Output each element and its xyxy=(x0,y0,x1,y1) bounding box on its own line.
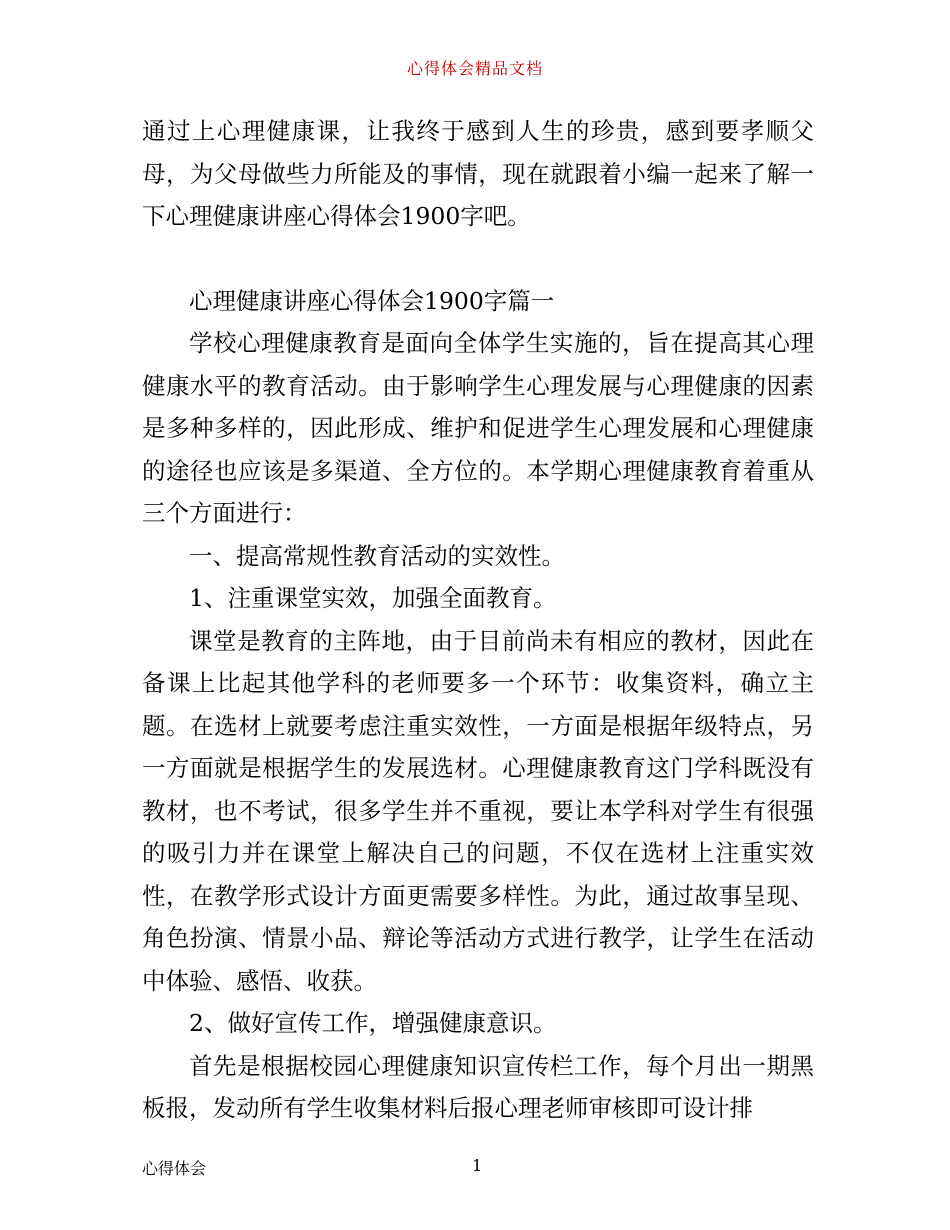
body-paragraph: 学校心理健康教育是面向全体学生实施的，旨在提高其心理健康水平的教育活动。由于影响学生心理发展与心理健康的因素是多种多样的，因此形成、维护和促进学生心理发展和心理健康的途径也应该是多渠道、全方位的。本学期心理健康教育着重从三个方面进行： xyxy=(142,329,814,527)
page-header-title: 心得体会精品文档 xyxy=(406,59,543,78)
document-body xyxy=(142,110,814,1130)
body-paragraph: 首先是根据校园心理健康知识宣传栏工作，每个月出一期黑板报，发动所有学生收集材料后报心理老师审核即可设计排 xyxy=(142,1051,814,1122)
page-footer-label: 心得体会 xyxy=(142,1159,207,1178)
blank-line xyxy=(142,238,814,280)
subheading-1: 一、提高常规性教育活动的实效性。 xyxy=(189,541,565,570)
subheading-1-2: 2、做好宣传工作，增强健康意识。 xyxy=(189,1009,557,1037)
intro-paragraph: 通过上心理健康课，让我终于感到人生的珍贵，感到要孝顺父母，为父母做些力所能及的事情，现在就跟着小编一起来了解一下心理健康讲座心得体会1900字吧。 xyxy=(142,117,814,230)
page-number: 1 xyxy=(472,1156,483,1175)
subheading-1-1: 1、注重课堂实效，加强全面教育。 xyxy=(189,584,557,612)
section-title: 心理健康讲座心得体会1900字篇一 xyxy=(189,286,555,315)
body-paragraph: 课堂是教育的主阵地，由于目前尚未有相应的教材，因此在备课上比起其他学科的老师要多一个环节：收集资料，确立主题。在选材上就要考虑注重实效性，一方面是根据年级特点，另一方面就是根据学生的发展选材。心理健康教育这门学科既没有教材，也不考试，很多学生并不重视，要让本学科对学生有很强的吸引力并在课堂上解决自己的问题，不仅在选材上注重实效性，在教学形式设计方面更需要多样性。为此，通过故事呈现、角色扮演、情景小品、辩论等活动方式进行教学，让学生在活动中体验、感悟、收获。 xyxy=(142,626,814,995)
